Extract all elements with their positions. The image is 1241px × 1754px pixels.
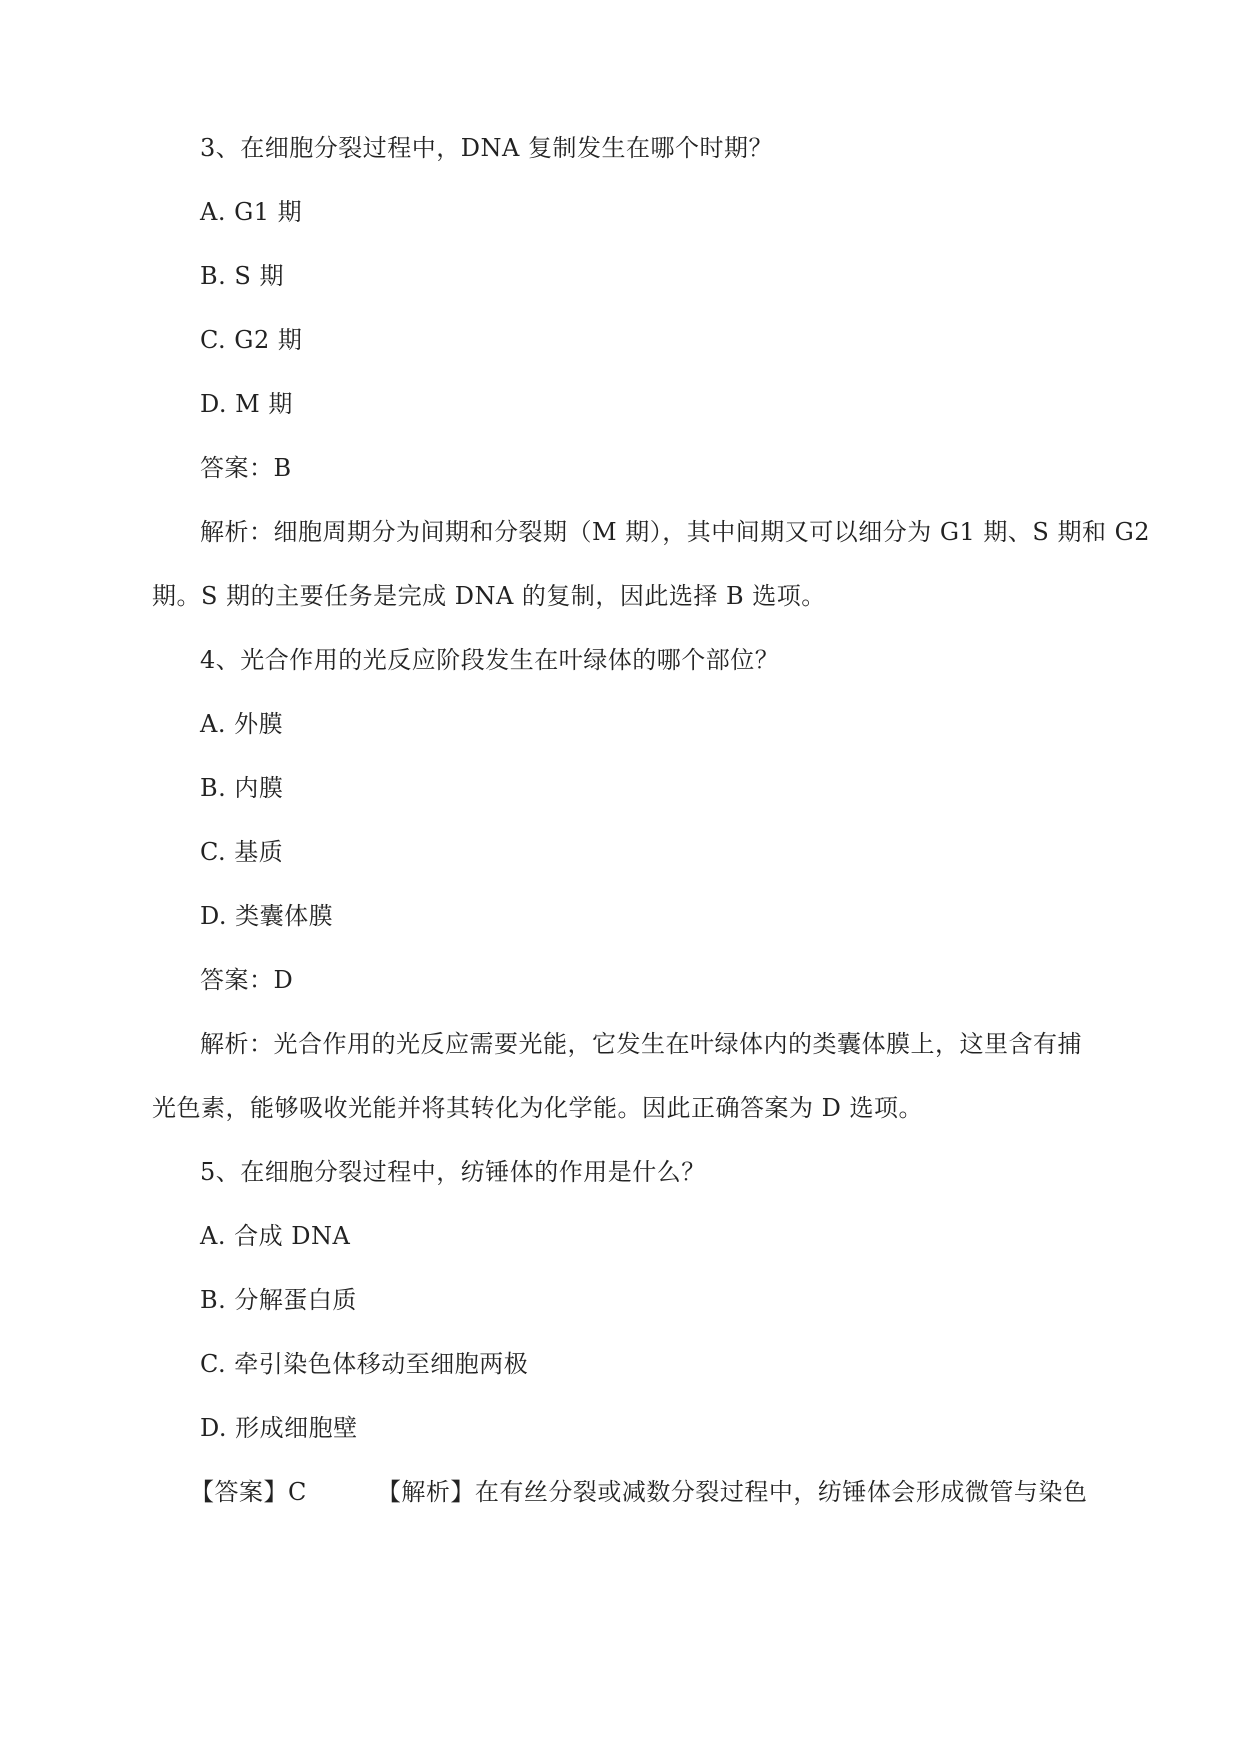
- question-5-option-c: C. 牵引染色体移动至细胞两极: [200, 1350, 529, 1378]
- question-4-option-d: D. 类囊体膜: [200, 902, 334, 930]
- question-4-analysis-line-2: 光色素，能够吸收光能并将其转化为化学能。因此正确答案为 D 选项。: [152, 1094, 923, 1122]
- question-3-option-c: C. G2 期: [200, 326, 303, 354]
- question-3-stem: 3、在细胞分裂过程中，DNA 复制发生在哪个时期？: [200, 134, 773, 162]
- question-5-answer-analysis-line: [190, 1476, 1087, 1508]
- question-3-answer: 答案：B: [200, 454, 292, 482]
- question-3-option-b: B. S 期: [200, 262, 284, 290]
- question-3-analysis-line-1: 解析：细胞周期分为间期和分裂期（M 期），其中间期又可以细分为 G1 期、S 期和 G2: [200, 518, 1151, 546]
- question-4-option-a: A. 外膜: [200, 710, 284, 738]
- question-3-analysis-line-2: 期。S 期的主要任务是完成 DNA 的复制，因此选择 B 选项。: [152, 582, 826, 610]
- question-4-analysis-line-1: 解析：光合作用的光反应需要光能，它发生在叶绿体内的类囊体膜上，这里含有捕: [200, 1030, 1082, 1058]
- question-4-stem: 4、光合作用的光反应阶段发生在叶绿体的哪个部位？: [200, 646, 780, 674]
- question-5-analysis-line-1: 【解析】在有丝分裂或减数分裂过程中，纺锤体会形成微管与染色: [376, 1478, 1088, 1506]
- question-3-option-d: D. M 期: [200, 390, 293, 418]
- question-5-answer: 【答案】C: [190, 1478, 307, 1506]
- question-5-option-b: B. 分解蛋白质: [200, 1286, 357, 1314]
- question-5-option-d: D. 形成细胞壁: [200, 1414, 358, 1442]
- question-3-option-a: A. G1 期: [200, 198, 303, 226]
- question-5-option-a: A. 合成 DNA: [200, 1222, 351, 1250]
- question-5-stem: 5、在细胞分裂过程中，纺锤体的作用是什么？: [200, 1158, 706, 1186]
- question-4-answer: 答案：D: [200, 966, 294, 994]
- question-4-option-b: B. 内膜: [200, 774, 284, 802]
- question-4-option-c: C. 基质: [200, 838, 284, 866]
